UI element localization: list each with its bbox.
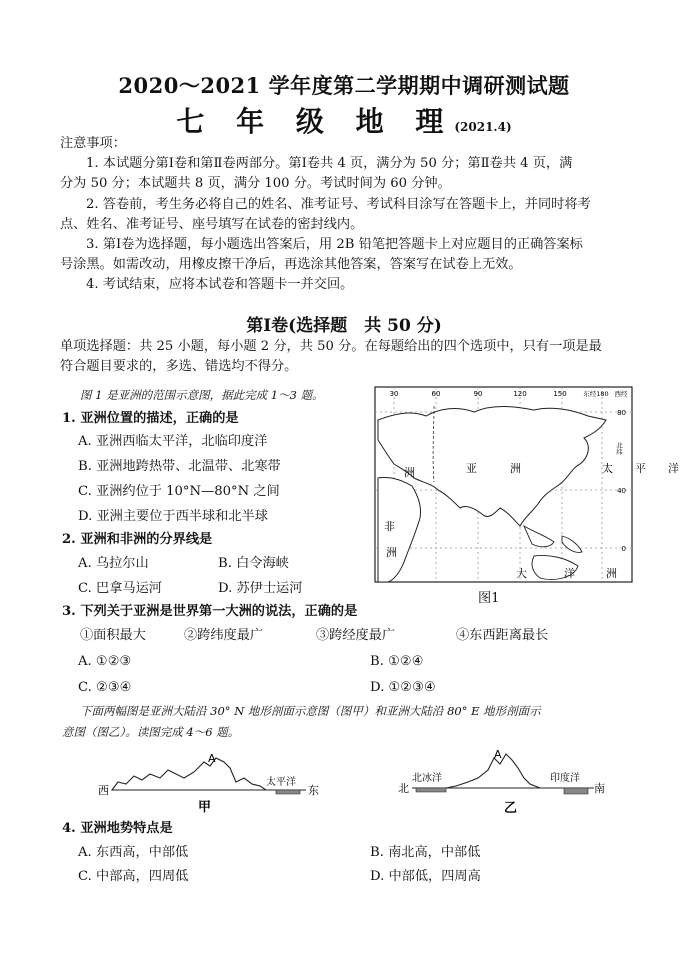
tick-label: 80 [617,409,626,417]
direction-south: 南 [594,782,605,795]
map-label: 洲 [386,546,397,559]
figure-caption: 乙 [504,801,518,816]
map-label: 洲 [606,567,617,580]
figure-intro: 图 1 是亚洲的范围示意图，据此完成 1～3 题。 [80,388,324,402]
ocean-label: 北冰洋 [412,773,442,784]
profile-intro: 下面两幅图是亚洲大陆沿 30° N 地形剖面示意图（图甲）和亚洲大陆沿 80° E 地形剖面示 [80,704,541,718]
note-line: 点、姓名、准考证号、座号填写在试卷的密封线内。 [60,217,364,232]
map-label: 洋 [564,567,575,580]
tick-label: 120 [513,390,527,398]
profile-yi-figure [394,748,614,816]
note-line: 3. 第Ⅰ卷为选择题，每小题选出答案后，用 2B 铅笔把答题卡上对应题目的正确答案标 [86,237,583,252]
question-stem: 1. 亚洲位置的描述，正确的是 [62,411,239,426]
peak-label: A [208,752,216,765]
ocean-fill [416,788,446,792]
tick-label: 150 [553,390,567,398]
ocean-fill [276,790,300,794]
option-b: B. ①②④ [370,654,424,669]
profile-jia-figure [94,748,324,816]
tick-label: 0 [621,545,626,553]
exam-title: 2020～2021 学年度第二学期期中调研测试题 [118,73,570,98]
option-a: A. ①②③ [78,654,132,669]
terrain-line [112,758,266,790]
option-b: B. 南北高，中部低 [370,845,481,860]
question-stem: 4. 亚洲地势特点是 [62,821,173,836]
option-a: A. 亚洲西临太平洋，北临印度洋 [78,434,268,449]
notes-heading: 注意事项： [60,136,126,151]
section-instruction: 单项选择题：共 25 小题，每小题 2 分，共 50 分。在每题给出的四个选项中，只有一项是最 [60,339,602,354]
direction-east: 东 [308,784,319,797]
option-d: D. ①②③④ [370,680,436,695]
ocean-label: 太平洋 [266,777,296,788]
map-label: 非 [384,520,395,533]
profile-intro: 意图（图乙）。读图完成 4～6 题。 [62,725,240,739]
option-c: C. ②③④ [78,680,132,695]
note-line: 分为 50 分；本试题共 8 页，满分 100 分。考试时间为 60 分钟。 [60,176,451,191]
option-c: C. 亚洲约位于 10°N—80°N 之间 [78,484,280,499]
note-line: 号涂黑。如需改动，用橡皮擦干净后，再选涂其他答案，答案写在试卷上无效。 [60,257,522,272]
subject-name: 七 年 级 地 理 [176,105,455,138]
ocean-label: 印度洋 [550,773,580,784]
option-b: B. 亚洲地跨热带、北温带、北寒带 [78,459,281,474]
figure-caption: 甲 [198,800,212,815]
tick-label: 东经180 [583,390,609,398]
map-label: 太 平 洋 [602,462,679,475]
tick-label: 60 [431,390,441,398]
option-d: D. 中部低，四周高 [370,869,481,884]
option-c: C. 巴拿马运河 [78,581,162,596]
option-d: D. 亚洲主要位于西半球和北半球 [78,509,268,524]
question-stem: 3. 下列关于亚洲是世界第一大洲的说法，正确的是 [62,604,358,619]
asia-map-figure [374,386,679,584]
note-line: 4. 考试结束，应将本试卷和答题卡一并交回。 [86,277,354,292]
option-d: D. 苏伊士运河 [218,581,303,596]
option-a: A. 东西高，中部低 [78,845,189,860]
tick-label: 40 [617,487,626,495]
tick-label: 90 [473,390,483,398]
ocean-fill [564,788,588,794]
map-label: 洲 [510,462,521,475]
peak-label: A [494,748,502,761]
terrain-line [446,754,540,788]
tick-label: 30 [389,390,399,398]
figure-caption: 图1 [478,591,500,606]
statement-item: ①面积最大 [80,628,146,643]
note-line: 1. 本试题分第Ⅰ卷和第Ⅱ卷两部分。第Ⅰ卷共 4 页，满分为 50 分；第Ⅱ卷共 4 页，满 [86,156,573,171]
direction-west: 西 [98,784,109,797]
statement-item: ④东西距离最长 [456,628,549,643]
subject-title [0,100,688,140]
map-label: 亚 [466,462,477,475]
statement-item: ②跨纬度最广 [184,628,264,643]
option-b: B. 白令海峡 [218,556,289,571]
map-label: 大 [516,567,527,580]
question-stem: 2. 亚洲和非洲的分界线是 [62,532,213,547]
statement-item: ③跨经度最广 [316,628,396,643]
section-title: 第Ⅰ卷(选择题 共 50 分) [246,316,442,336]
section-instruction: 符合题目要求的，多选、错选均不得分。 [60,359,298,374]
note-line: 2. 答卷前，考生务必将自己的姓名、准考证号、考试科目涂写在答题卡上，并同时将考 [86,197,591,212]
option-a: A. 乌拉尔山 [78,556,149,571]
option-c: C. 中部高，四周低 [78,869,189,884]
direction-north: 北 [398,782,409,795]
map-label: 洲 [404,466,415,479]
exam-date: (2021.4) [454,120,512,134]
north-lat-label: 北纬 [615,442,623,455]
tick-label: 西经 [614,390,628,398]
